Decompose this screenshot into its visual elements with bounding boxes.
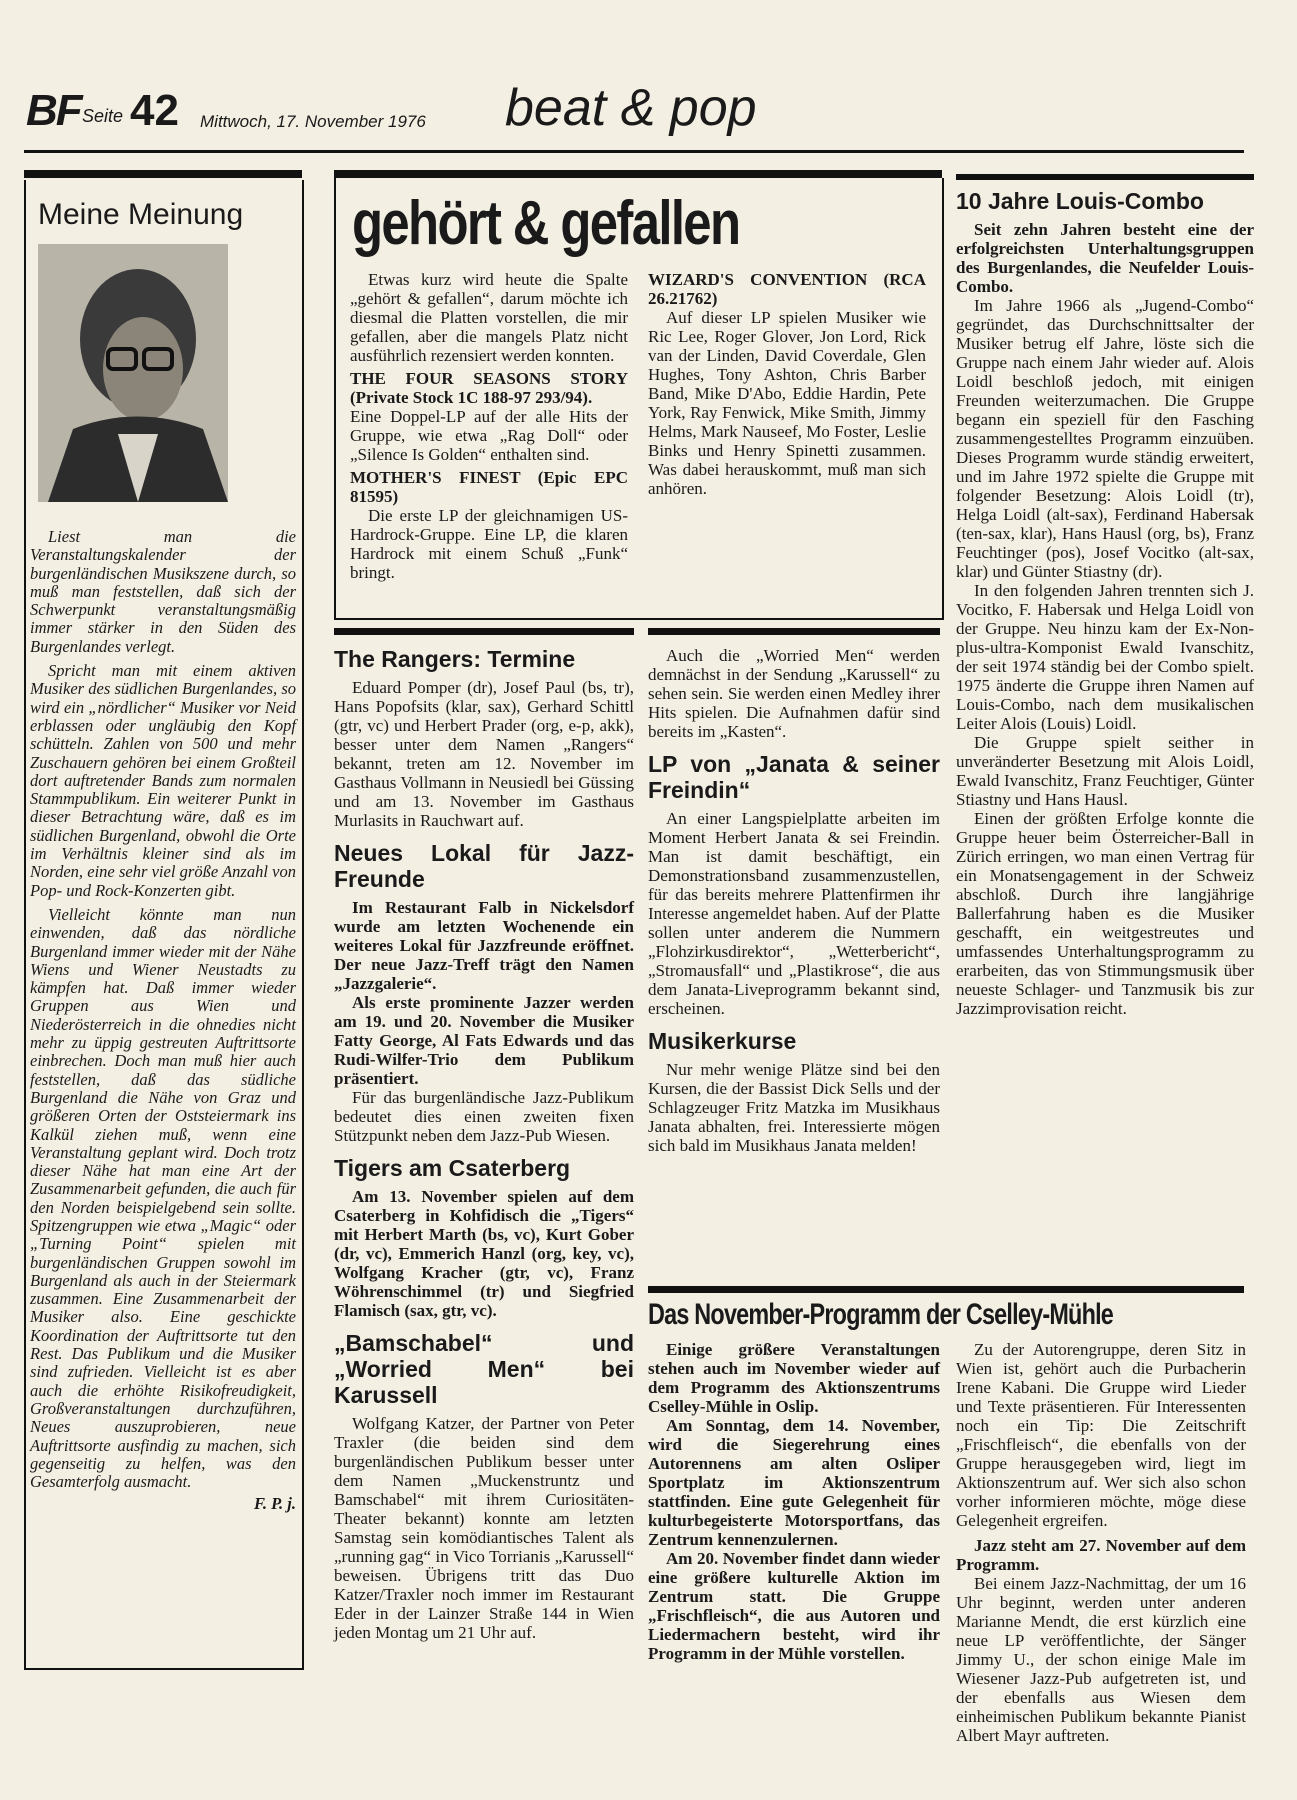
cselley-title: Das November-Programm der Cselley-Mühle (648, 1298, 1114, 1331)
cselley-text-2: Bei einem Jazz-Nachmittag, der um 16 Uhr beginnt, werden unter anderen Marianne Mendt, die erst kürzlich eine neue LP veröffentlichte, der Sänger Jimmy U., der schon einige Male im Wiesener Jazz-Pub aufgetreten ist, und der ebenfalls aus Wiesen dem einheimischen Publikum bekannte Pianist Albert Mayr auftreten. (956, 1574, 1246, 1745)
cselley-lead: Einige größere Veranstaltungen stehen auch im November wieder auf dem Programm des Aktionszentrums Cselley-Mühle in Oslip. (648, 1340, 940, 1416)
cselley-lead-2: Am Sonntag, dem 14. November, wird die Siegerehrung eines Autorennens am alten Osliper Sportplatz im Aktionszentrum stattfinden. Eine gute Gelegenheit für kulturbegeisterte Motorsportfans, das Zentrum kennenzulernen. (648, 1416, 940, 1549)
album2-title: MOTHER'S FINEST (Epic EPC 81595) (350, 468, 628, 506)
gehoert-col-left (350, 270, 628, 582)
meinung-paragraph-3: Vielleicht könnte man nun einwenden, daß das nördliche Burgenland immer wieder mit der Nähe Wiens und Wiener Neustadts zu kämpfen hat. Daß immer wieder Gruppen aus Wien und Niederösterreich in die ohnedies nicht mehr zu üppig gestreuten Auftrittsorte einbrechen. Doch man muß hier auch feststellen, daß das südliche Burgenland die Nähe von Graz und größeren Orten der Oststeiermark ins Kalkül ziehen muß, wenn eine Veranstaltung geplant wird. Doch trotz dieser Nähe hat man eine Art der Zusammenarbeit gefunden, die auch für den Norden beispielgebend sein sollte. Spitzengruppen wie etwa „Magic“ oder „Turning Point“ spielen mit burgenländischen Gruppen sowohl im Burgenland als auch in der Steiermark zusammen. Eine Zusammenarbeit der Musiker also. Eine geschickte Koordination der Auftrittsorte tut den Rest. Das Publikum und die Musiker sind zufrieden. Vielleicht ist es aber auch die erhöhte Risikofreudigkeit, Großveranstaltungen durchzuführen, Neues auszuprobieren, neue Auftrittsorte ausfindig zu machen, sich gegenseitig zu helfen, was den Gesamterfolg ausmacht. (30, 904, 296, 1492)
bamschabel-text-2: Auch die „Worried Men“ werden demnächst in der Sendung „Karussell“ zu sehen sein. Sie werden einen Medley ihrer Hits spielen. Die Aufnahmen dafür sind bereits im „Kasten“. (648, 646, 940, 741)
bamschabel-text: Wolfgang Katzer, der Partner von Peter Traxler (die beiden sind dem burgenländischen Publikum besser unter dem Namen „Muckenstruntz und Bamschabel“ mit ihrem Curiositäten-Theater bekannt) konnte am letzten Samstag sein komödiantisches Talent als „running gag“ in Vico Torrianis „Karussell“ beweisen. Übrigens tritt das Duo Katzer/Traxler noch immer im Restaurant Eder in der Lainzer Straße 144 in Wien jeden Montag um 21 Uhr auf. (334, 1414, 634, 1642)
bamschabel-title: „Bamschabel“ und „Worried Men“ bei Karussell (334, 1330, 634, 1408)
issue-date: Mittwoch, 17. November 1976 (200, 112, 426, 131)
author-portrait (38, 244, 228, 502)
author-photo (38, 244, 228, 502)
paper-logo: BF (26, 86, 81, 135)
mid-left-top-bar (334, 628, 634, 635)
meinung-signature: F. P. j. (253, 1494, 296, 1514)
louis-top-bar (956, 174, 1254, 180)
cselley-col-left (648, 1340, 940, 1663)
lokal-text: Für das burgenländische Jazz-Publikum bedeutet dies einen zweiten fixen Stützpunkt neben dem Jazz-Pub Wiesen. (334, 1088, 634, 1145)
janata-title: LP von „Janata & seiner Freindin“ (648, 751, 940, 803)
gehoert-col-right (648, 270, 926, 498)
louis-title: 10 Jahre Louis-Combo (956, 188, 1204, 214)
lokal-lead-2: Als erste prominente Jazzer werden am 19. und 20. November die Musiker Fatty George, Al Fats Edwards und das Rudi-Wilfer-Trio dem Publikum präsentiert. (334, 993, 634, 1088)
album2-text: Die erste LP der gleichnamigen US-Hardrock-Gruppe. Eine LP, die klaren Hardrock mit einem Schuß „Funk“ bringt. (350, 506, 628, 582)
album3-title: WIZARD'S CONVENTION (RCA 26.21762) (648, 270, 926, 308)
rangers-title: The Rangers: Termine (334, 646, 576, 672)
gehoert-title: gehört & gefallen (352, 189, 740, 258)
lokal-title: Neues Lokal für Jazz-Freunde (334, 840, 634, 892)
section-title: beat & pop (505, 79, 757, 137)
album1-text: Eine Doppel-LP auf der alle Hits der Gruppe, wie etwa „Rag Doll“ oder „Silence Is Golden“ enthalten sind. (350, 407, 628, 464)
louis-text-2: In den folgenden Jahren trennten sich J. Vocitko, F. Habersak und Helga Loidl von der Gruppe. Neu hinzu kam der Ex-Non-plus-ultra-Komponist Ewald Ivanschitz, der seit 1974 ständig bei der Combo spielt. 1975 änderte die Gruppe ihren Namen auf Louis-Combo, nach dem musikalischen Leiter Alois (Louis) Loidl. (956, 581, 1254, 733)
cselley-text-1: Zu der Autorengruppe, deren Sitz in Wien ist, gehört auch die Purbacherin Irene Kabani. Die Gruppe wird Lieder und Texte präsentieren. Für Interessenten noch ein Tip: Die Zeitschrift „Frischfleisch“, die ebenfalls von der Gruppe herausgegeben wird, liegt im Aktionszentrum auf. Wer sich also schon vorher informieren möchte, möge diese Gelegenheit ergreifen. (956, 1340, 1246, 1530)
page-number: 42 (130, 86, 179, 135)
tigers-title: Tigers am Csaterberg (334, 1155, 571, 1181)
musikkurse-text: Nur mehr wenige Plätze sind bei den Kursen, die der Bassist Dick Sells und der Schlagzeuger Fritz Matzka im Musikhaus Janata abhalten, frei. Interessierte mögen sich bald im Musikhaus Janata melden! (648, 1060, 940, 1155)
meinung-title: Meine Meinung (38, 198, 244, 231)
louis-column (956, 174, 1254, 1018)
mid-right-column (648, 646, 940, 1155)
meinung-paragraph-1: Liest man die Veranstaltungskalender der burgenländischen Musikszene durch, so muß man feststellen, daß sich der Schwerpunkt veranstaltungsmäßig immer stärker in den Süden des Burgenlandes verlegt. (30, 527, 296, 656)
masthead-rule (24, 150, 1244, 153)
album3-text: Auf dieser LP spielen Musiker wie Ric Lee, Roger Glover, Jon Lord, Rick van der Linden, David Coverdale, Glen Hughes, Tony Ashton, Chris Barber Band, Mike D'Abo, Eddie Hardin, Pete York, Ray Fenwick, Mike Smith, Jimmy Helms, Mark Nauseef, Mo Foster, Leslie Binks und Henry Spinetti zusammen. Was dabei herauskommt, muß man sich anhören. (648, 308, 926, 498)
meinung-text (30, 528, 296, 1514)
louis-text-3: Die Gruppe spielt seither in unveränderter Besetzung mit Alois Loidl, Ewald Ivanschitz, Franz Feuchtiger, Günter Stiastny und Hans Hausl. (956, 733, 1254, 809)
louis-lead: Seit zehn Jahren besteht eine der erfolgreichsten Unterhaltungsgruppen des Burgenlandes, die Neufelder Louis-Combo. (956, 220, 1254, 296)
lokal-lead: Im Restaurant Falb in Nickelsdorf wurde am letzten Wochenende ein weiteres Lokal für Jazzfreunde eröffnet. Der neue Jazz-Treff trägt den Namen „Jazzgalerie“. (334, 898, 634, 993)
gehoert-intro: Etwas kurz wird heute die Spalte „gehört & gefallen“, darum möchte ich diesmal die Platten vorstellen, die mir gefallen, aber die mangels Platz nicht ausführlich rezensiert werden konnten. (350, 270, 628, 365)
album1-title: THE FOUR SEASONS STORY (Private Stock 1C 188-97 293/94). (350, 369, 628, 407)
gehoert-top-bar (334, 170, 942, 178)
mid-left-column (334, 646, 634, 1642)
meinung-top-bar (24, 170, 302, 178)
seite-label: Seite (82, 106, 124, 126)
rangers-text: Eduard Pomper (dr), Josef Paul (bs, tr), Hans Popofsits (klar, sax), Gerhard Schittl (gtr, vc) und Herbert Prader (org, e-p, akk), besser unter dem Namen „Rangers“ bekannt, treten am 12. November im Gasthaus Vollmann in Neusiedl bei Güssing und am 13. November im Gasthaus Murlasits in Rauchwart auf. (334, 678, 634, 830)
musikkurse-title: Musikerkurse (648, 1028, 797, 1054)
cselley-top-bar (648, 1286, 1244, 1293)
tigers-text: Am 13. November spielen auf dem Csaterberg in Kohfidisch die „Tigers“ mit Herbert Marth (bs, vc), Kurt Gober (dr, vc), Emmerich Hanzl (org, key, vc), Wolfgang Kracher (gtr, vc), Franz Wöhrenschimmel (tr) und Siegfried Flamisch (sax, gtr, vc). (334, 1187, 634, 1320)
mid-right-top-bar (648, 628, 940, 635)
louis-text-4: Einen der größten Erfolge konnte die Gruppe heuer beim Österreicher-Ball in Zürich erringen, wo man einen Vertrag für ein Monatsengagement in der Schweiz abschloß. Durch ihre langjährige Ballerfahrung haben es die Musiker geschafft, ein weitgestreutes und umfassendes Unterhaltungsprogramm zu erarbeiten, das von Stimmungsmusik über neueste Schlager- und Tanzmusik bis zur Jazzimprovisation reicht. (956, 809, 1254, 1018)
meinung-paragraph-2: Spricht man mit einem aktiven Musiker des südlichen Burgenlandes, so wird ein „nördlicher“ Musiker vor Neid erblassen oder ungläubig den Kopf schütteln. Zahlen von 500 und mehr Zuschauern gehören bei einem Großteil dort auftretender Bands zum normalen Stammpublikum. Ein weiterer Punkt in dieser Betrachtung wäre, daß es im südlichen Burgenland, obwohl die Orte im Verhältnis kleiner sind als im Norden, eine sehr viel größe Anzahl von Pop- und Rock-Konzerten gibt. (30, 661, 296, 900)
cselley-lead-3: Am 20. November findet dann wieder eine größere kulturelle Aktion im Zentrum statt. Die Gruppe „Frischfleisch“, die aus Autoren und Liedermachern besteht, wird ihr Programm in der Mühle vorstellen. (648, 1549, 940, 1663)
cselley-jazz-head: Jazz steht am 27. November auf dem Programm. (956, 1536, 1246, 1574)
cselley-col-right (956, 1340, 1246, 1745)
louis-text-1: Im Jahre 1966 als „Jugend-Combo“ gegründet, das Durchschnittsalter der Musiker betrug elf Jahre, löste sich die Gruppe nach einem Jahr wieder auf. Alois Loidl beschloß jedoch, mit einigen Freunden weiterzumachen. Die Gruppe begann ein speziell für den Fasching zusammengestelltes Programm einzuüben. Dieses Programm wurde ständig erweitert, und im Jahre 1972 spielte die Gruppe mit folgender Besetzung: Alois Loidl (tr), Helga Loidl (alt-sax), Ferdinand Habersak (ten-sax, klar), Hans Hausl (org, bs), Franz Feuchtinger (pos), Josef Vocitko (alt-sax, klar) und Günter Stiastny (dr). (956, 296, 1254, 581)
janata-text: An einer Langspielplatte arbeiten im Moment Herbert Janata & sei Freindin. Man ist damit beschäftigt, ein Demonstrationsband zusammenzustellen, für das bereits mehrere Plattenfirmen ihr Interesse angemeldet haben. Auf der Platte sollen unter anderem die Nummern „Flohzirkusdirektor“, „Wetterbericht“, „Stromausfall“ und „Plastikrose“, die aus dem Janata-Liveprogramm bekannt sind, erscheinen. (648, 809, 940, 1018)
